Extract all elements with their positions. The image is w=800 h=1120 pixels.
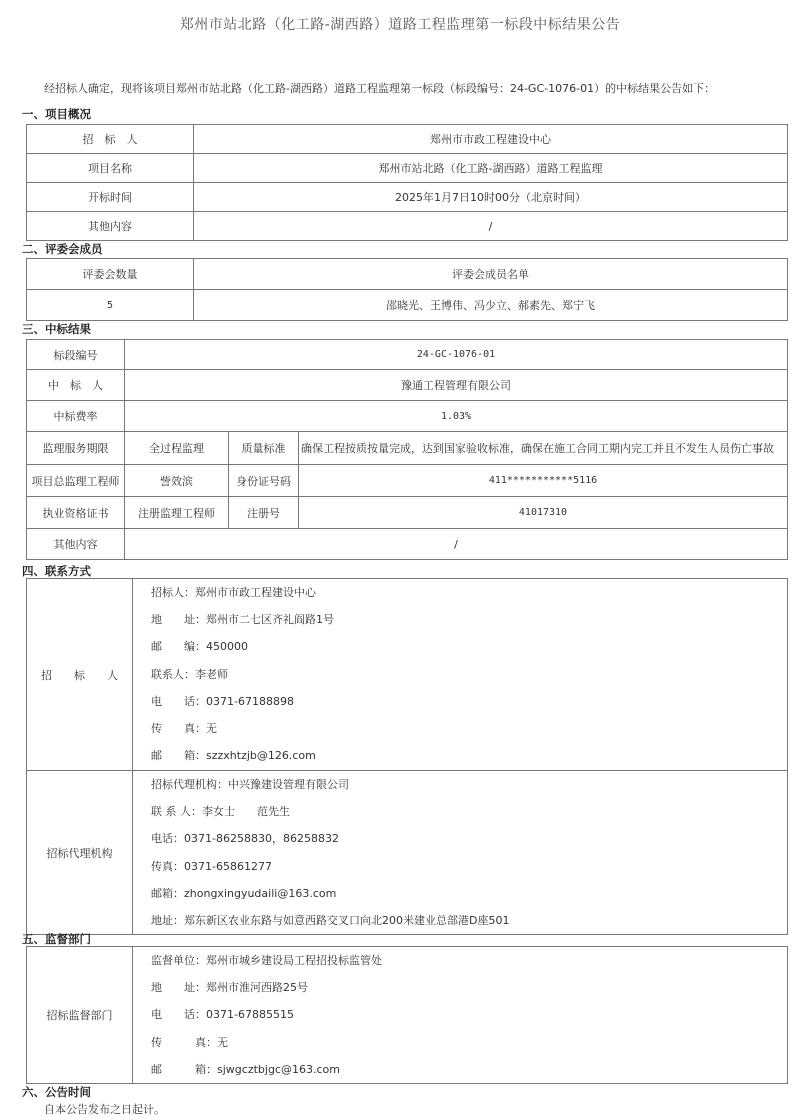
contact-line: 地址：郑东新区农业东路与如意西路交叉口向北200米建业总部港D座501 xyxy=(151,913,510,927)
supervision-line: 地 址：郑州市淮河西路25号 xyxy=(151,981,308,995)
result-label: 标段编号 xyxy=(27,340,125,370)
contacts-table xyxy=(26,578,788,935)
overview-value: 2025年1月7日10时00分（北京时间） xyxy=(194,183,788,212)
result-period: 全过程监理 xyxy=(125,432,229,465)
committee-count-header: 评委会数量 xyxy=(27,259,194,290)
contact-line: 邮 编：450000 xyxy=(151,640,248,654)
result-quality: 确保工程按质按量完成，达到国家验收标准，确保在施工合同工期内完工并且不发生人员伤亡事故 xyxy=(299,432,788,465)
committee-table xyxy=(26,258,788,321)
contact-line: 邮箱：zhongxingyudaili@163.com xyxy=(151,886,337,900)
committee-names: 邵晓光、王博伟、冯少立、郝素先、郑宁飞 xyxy=(194,290,788,321)
overview-label: 招 标 人 xyxy=(27,125,194,154)
contact-line: 地 址：郑州市二七区齐礼阎路1号 xyxy=(151,613,334,627)
overview-label: 开标时间 xyxy=(27,183,194,212)
supervision-line: 监督单位：郑州市城乡建设局工程招投标监管处 xyxy=(151,954,382,967)
contact-agency-info xyxy=(133,771,788,935)
result-label: 注册号 xyxy=(229,497,299,529)
overview-table xyxy=(26,124,788,241)
result-chief: 訾效滨 xyxy=(125,465,229,497)
supervision-line: 邮 箱：sjwgcztbjgc@163.com xyxy=(151,1062,340,1076)
result-winner: 豫通工程管理有限公司 xyxy=(125,370,788,401)
result-reg: 41017310 xyxy=(299,497,788,529)
result-label: 监理服务期限 xyxy=(27,432,125,465)
contact-line: 电 话：0371-67188898 xyxy=(151,694,294,708)
supervision-line: 传 真：无 xyxy=(151,1035,228,1049)
supervision-line: 电 话：0371-67885515 xyxy=(151,1008,294,1022)
contact-line: 招标代理机构：中兴豫建设管理有限公司 xyxy=(151,778,349,791)
contact-line: 联系人：李老师 xyxy=(151,667,228,681)
overview-value: / xyxy=(194,212,788,241)
contact-line: 邮 箱：szzxhtzjb@126.com xyxy=(151,749,316,763)
result-id: 411***********5116 xyxy=(299,465,788,497)
supervision-info xyxy=(133,947,788,1084)
contact-line: 传真：0371-65861277 xyxy=(151,859,272,873)
section-heading-result: 三、中标结果 xyxy=(22,322,91,336)
overview-label: 项目名称 xyxy=(27,154,194,183)
section-heading-contacts: 四、联系方式 xyxy=(22,564,91,578)
section-heading-committee: 二、评委会成员 xyxy=(22,242,103,256)
section-heading-notice-period: 六、公告时间 xyxy=(22,1085,91,1099)
result-label: 身份证号码 xyxy=(229,465,299,497)
contact-line: 联 系 人：李女士 范先生 xyxy=(151,805,290,819)
section-heading-supervision: 五、监督部门 xyxy=(22,932,91,946)
overview-label: 其他内容 xyxy=(27,212,194,241)
result-label: 执业资格证书 xyxy=(27,497,125,529)
committee-count: 5 xyxy=(27,290,194,321)
page-title: 郑州市站北路（化工路-湖西路）道路工程监理第一标段中标结果公告 xyxy=(179,17,621,33)
contact-line: 电话：0371-86258830，86258832 xyxy=(151,832,339,846)
contact-agency-label: 招标代理机构 xyxy=(27,771,133,935)
intro-text: 经招标人确定，现将该项目郑州市站北路（化工路-湖西路）道路工程监理第一标段（标段编号：24-GC-1076-01）的中标结果公告如下： xyxy=(44,82,716,95)
result-label: 中 标 人 xyxy=(27,370,125,401)
result-section-no: 24-GC-1076-01 xyxy=(125,340,788,370)
committee-names-header: 评委会成员名单 xyxy=(194,259,788,290)
result-label: 项目总监理工程师 xyxy=(27,465,125,497)
result-label: 其他内容 xyxy=(27,529,125,560)
result-label: 质量标准 xyxy=(229,432,299,465)
section-heading-overview: 一、项目概况 xyxy=(22,107,91,121)
result-other: / xyxy=(125,529,788,560)
contact-tenderer-label: 招 标 人 xyxy=(27,579,133,771)
overview-value: 郑州市站北路（化工路-湖西路）道路工程监理 xyxy=(194,154,788,183)
contact-line: 传 真：无 xyxy=(151,721,217,735)
contact-tenderer-info xyxy=(133,579,788,771)
result-cert: 注册监理工程师 xyxy=(125,497,229,529)
result-rate: 1.03% xyxy=(125,401,788,432)
closing-text: 自本公告发布之日起计。 xyxy=(44,1103,165,1116)
supervision-label: 招标监督部门 xyxy=(27,947,133,1084)
supervision-table xyxy=(26,946,788,1084)
result-label: 中标费率 xyxy=(27,401,125,432)
result-table xyxy=(26,339,788,560)
overview-value: 郑州市市政工程建设中心 xyxy=(194,125,788,154)
contact-line: 招标人：郑州市市政工程建设中心 xyxy=(151,586,316,599)
